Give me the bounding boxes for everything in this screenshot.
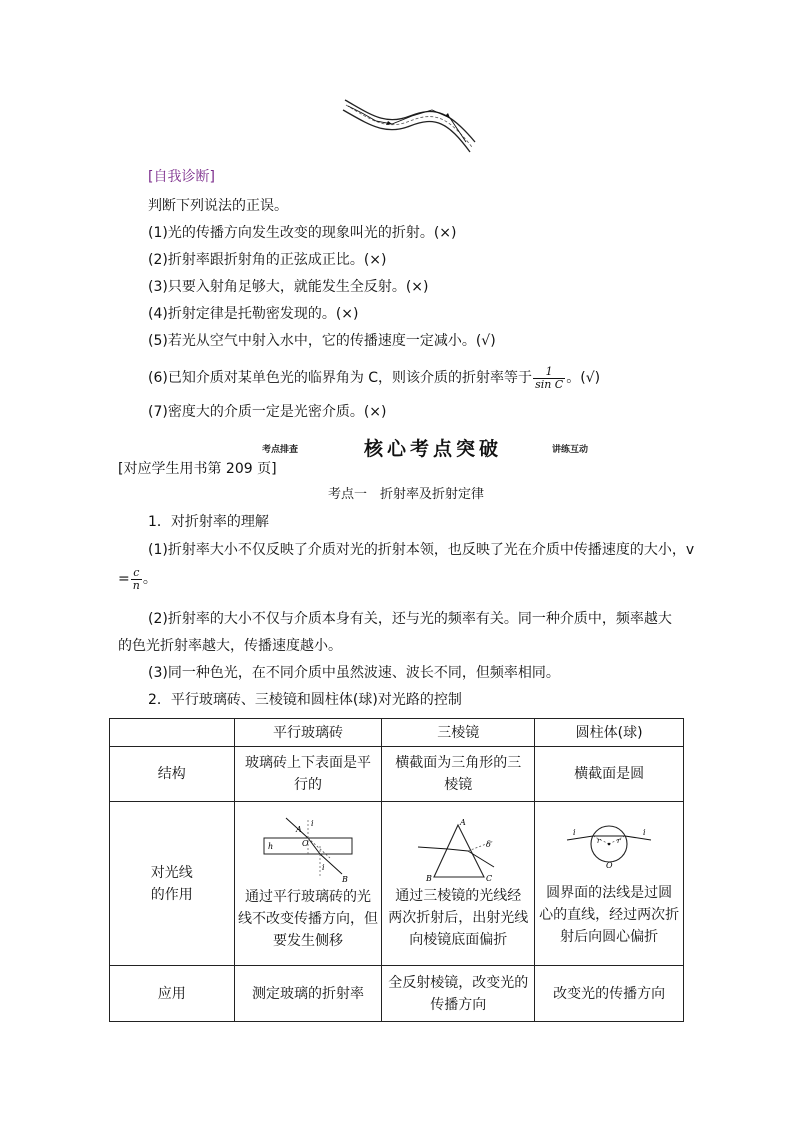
table-header-slab: 平行玻璃砖	[234, 719, 382, 747]
structure-cylinder: 横截面是圆	[535, 747, 684, 802]
effect-slab	[234, 802, 382, 966]
point-1-line-1: (1)折射率大小不仅反映了介质对光的折射本领，也反映了光在介质中传播速度的大小，v	[148, 542, 695, 558]
point-2-line-2: 的色光折射率越大，传播速度越小。	[118, 638, 342, 654]
self-check-item-1: (1)光的传播方向发生改变的现象叫光的折射。(×)	[148, 225, 457, 241]
circle-diagram	[559, 820, 659, 882]
effect-label	[110, 802, 235, 966]
self-check-item-5: (5)若光从空气中射入水中，它的传播速度一定减小。(√)	[148, 333, 496, 349]
circle-label-r-left: r	[597, 836, 601, 845]
effect-slab-line-1: 通过平行玻璃砖的光	[244, 888, 371, 905]
self-check-item-6	[148, 361, 600, 395]
self-check-item-2: (2)折射率跟折射角的正弦成正比。(×)	[148, 252, 387, 268]
prism-label-c: C	[486, 873, 493, 883]
structure-slab-line-2: 行的	[293, 777, 322, 793]
self-check-title: [自我诊断]	[148, 169, 215, 185]
structure-slab	[234, 747, 382, 802]
page-reference: [对应学生用书第 209 页]	[118, 461, 277, 477]
effect-prism	[382, 802, 535, 966]
table-header-row	[110, 719, 684, 747]
speed-fraction	[131, 567, 142, 592]
effect-prism-line-2: 两次折射后，出射光线	[388, 909, 529, 926]
point-heading-2: 2．平行玻璃砖、三棱镜和圆柱体(球)对光路的控制	[148, 692, 462, 708]
application-label: 应用	[110, 966, 235, 1022]
speed-denominator: n	[132, 578, 140, 592]
prism-label-a: A	[460, 817, 467, 827]
structure-prism-line-1: 横截面为三角形的三	[395, 755, 522, 771]
banner-right-label: 讲练互动	[552, 445, 589, 455]
fraction-denominator: sin C	[535, 377, 564, 391]
point-2-line-1: (2)折射率的大小不仅与介质本身有关，还与光的频率有关。同一种介质中，频率越大	[148, 611, 672, 627]
structure-prism-line-2: 棱镜	[444, 777, 473, 793]
prism-diagram	[408, 817, 508, 885]
slab-label-i-top: i	[310, 818, 314, 828]
speed-numerator: c	[131, 567, 142, 580]
banner-left-label: 考点排查	[262, 445, 299, 455]
slab-diagram	[258, 816, 358, 886]
effect-prism-line-1: 通过三棱镜的光线经	[395, 887, 522, 904]
item-6-tail: 。(√)	[566, 370, 601, 386]
point-1-line-2	[118, 562, 157, 596]
point-heading-1: 1．对折射率的理解	[148, 514, 269, 530]
circle-label-o: O	[606, 860, 613, 870]
effect-slab-line-3: 要发生侧移	[272, 932, 343, 949]
slab-label-h: h	[267, 841, 274, 851]
effect-label-line-2: 的作用	[150, 886, 193, 903]
prism-label-b: B	[426, 873, 433, 883]
effect-cylinder-line-1: 圆界面的法线是过圆	[546, 884, 673, 901]
effect-cylinder-line-2: 心的直线，经过两次折	[539, 906, 680, 923]
table-row-effect	[110, 802, 684, 966]
application-cylinder: 改变光的传播方向	[535, 966, 684, 1022]
self-check-item-7: (7)密度大的介质一定是光密介质。(×)	[148, 404, 387, 420]
circle-label-i-right: i	[643, 827, 646, 837]
effect-cylinder-line-3: 射后向圆心偏折	[560, 928, 659, 945]
slab-label-b: B	[341, 874, 348, 884]
self-check-prompt: 判断下列说法的正误。	[148, 198, 288, 214]
effect-slab-line-2: 线不改变传播方向，但	[237, 910, 378, 927]
critical-angle-fraction	[533, 366, 565, 391]
light-path-control-table	[109, 718, 684, 1022]
structure-label: 结构	[110, 747, 235, 802]
slab-label-o: O	[301, 838, 309, 848]
structure-slab-line-1: 玻璃砖上下表面是平	[244, 755, 371, 771]
slab-label-i-bottom: i	[321, 862, 325, 872]
application-prism-line-2: 传播方向	[430, 996, 487, 1013]
table-row-application	[110, 966, 684, 1022]
equals-sign: =	[118, 571, 130, 587]
effect-label-line-1: 对光线	[150, 864, 193, 881]
optical-fiber-figure	[340, 94, 480, 156]
effect-cylinder	[535, 802, 684, 966]
table-row-structure	[110, 747, 684, 802]
circle-label-r-right: r	[617, 836, 621, 845]
application-slab: 测定玻璃的折射率	[234, 966, 382, 1022]
table-header-empty	[110, 719, 235, 747]
structure-prism	[382, 747, 535, 802]
table-header-prism: 三棱镜	[382, 719, 535, 747]
self-check-item-3: (3)只要入射角足够大，就能发生全反射。(×)	[148, 279, 429, 295]
table-header-cylinder: 圆柱体(球)	[535, 719, 684, 747]
point-3: (3)同一种色光，在不同介质中虽然波速、波长不同，但频率相同。	[148, 665, 560, 681]
application-prism	[382, 966, 535, 1022]
slab-label-a: A	[295, 824, 302, 834]
circle-label-i-left: i	[573, 827, 576, 837]
application-prism-line-1: 全反射棱镜，改变光的	[388, 974, 529, 991]
item-6-text: (6)已知介质对某单色光的临界角为 C，则该介质的折射率等于	[148, 370, 533, 386]
banner-title: 核心考点突破	[364, 438, 503, 460]
effect-prism-line-3: 向棱镜底面偏折	[409, 931, 508, 948]
section-title: 考点一 折射率及折射定律	[328, 487, 485, 502]
self-check-item-4: (4)折射定律是托勒密发现的。(×)	[148, 306, 359, 322]
fraction-numerator: 1	[533, 366, 565, 379]
prism-label-delta: δ	[486, 839, 492, 849]
point-1-end: 。	[142, 571, 157, 587]
